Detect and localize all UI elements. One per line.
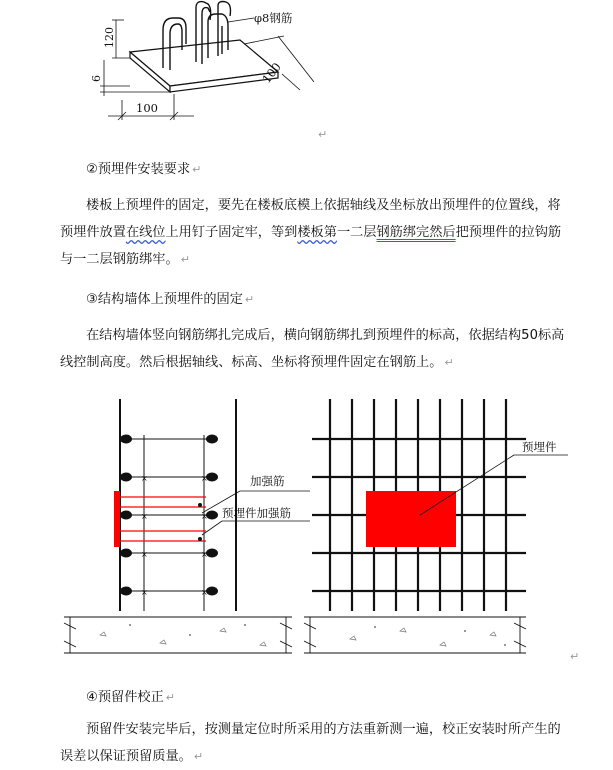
section3-heading: ③结构墙体上预埋件的固定 ↵	[86, 292, 255, 307]
section4-heading: ④预留件校正 ↵	[86, 690, 175, 705]
svg-text:×: ×	[201, 474, 208, 483]
return-mark: ↵	[570, 650, 580, 663]
dim-height: 120	[103, 27, 116, 48]
svg-text:×: ×	[141, 550, 148, 559]
section2-paragraph: 楼板上预埋件的固定，要先在楼板底模上依据轴线及坐标放出预埋件的位置线，将预埋件放置在线位上用钉子固定牢，等到楼板第一二层钢筋绑完然后把预埋件的拉钩筋与一二层钢筋绑牢。 ↵	[60, 198, 562, 267]
label-reinforce: 加强筋	[250, 474, 285, 488]
svg-text:×: ×	[201, 588, 208, 597]
wavy-underline-text: 在线位	[125, 225, 166, 240]
dim-width: 100	[136, 101, 158, 115]
rebar-label: φ8钢筋	[254, 11, 293, 25]
wall-embed-figure	[60, 395, 580, 665]
svg-text:×: ×	[141, 588, 148, 597]
svg-text:×: ×	[201, 512, 208, 521]
section2-heading: ②预埋件安装要求 ↵	[86, 162, 202, 177]
embed-plate-elevation	[366, 491, 456, 547]
label-embed-reinforce: 预埋件加强筋	[222, 506, 291, 520]
wavy-underline-text: 楼板第	[297, 225, 337, 240]
embed-plate-figure	[78, 0, 328, 140]
svg-text:×: ×	[201, 550, 208, 559]
section4-paragraph: 预留件安装完毕后，按测量定位时所采用的方法重新测一遍，校正安装时所产生的误差以保证预留质量。 ↵	[60, 722, 561, 764]
double-underline-text: 钢筋绑完然后	[376, 225, 456, 240]
section3-paragraph: 在结构墙体竖向钢筋绑扎完成后，横向钢筋绑扎到预埋件的标高，依据结构50标高线控制高度。然后根据轴线、标高、坐标将预埋件固定在钢筋上。 ↵	[60, 328, 565, 370]
return-mark: ↵	[318, 128, 328, 141]
embed-plate-section	[114, 491, 120, 547]
label-embed: 预埋件	[522, 440, 557, 454]
floor-slab	[64, 617, 526, 653]
wall-section-view	[114, 399, 310, 611]
dim-depth: 100	[259, 59, 284, 86]
dim-thickness: 6	[90, 75, 103, 82]
svg-text:×: ×	[141, 474, 148, 483]
svg-text:×: ×	[141, 512, 148, 521]
